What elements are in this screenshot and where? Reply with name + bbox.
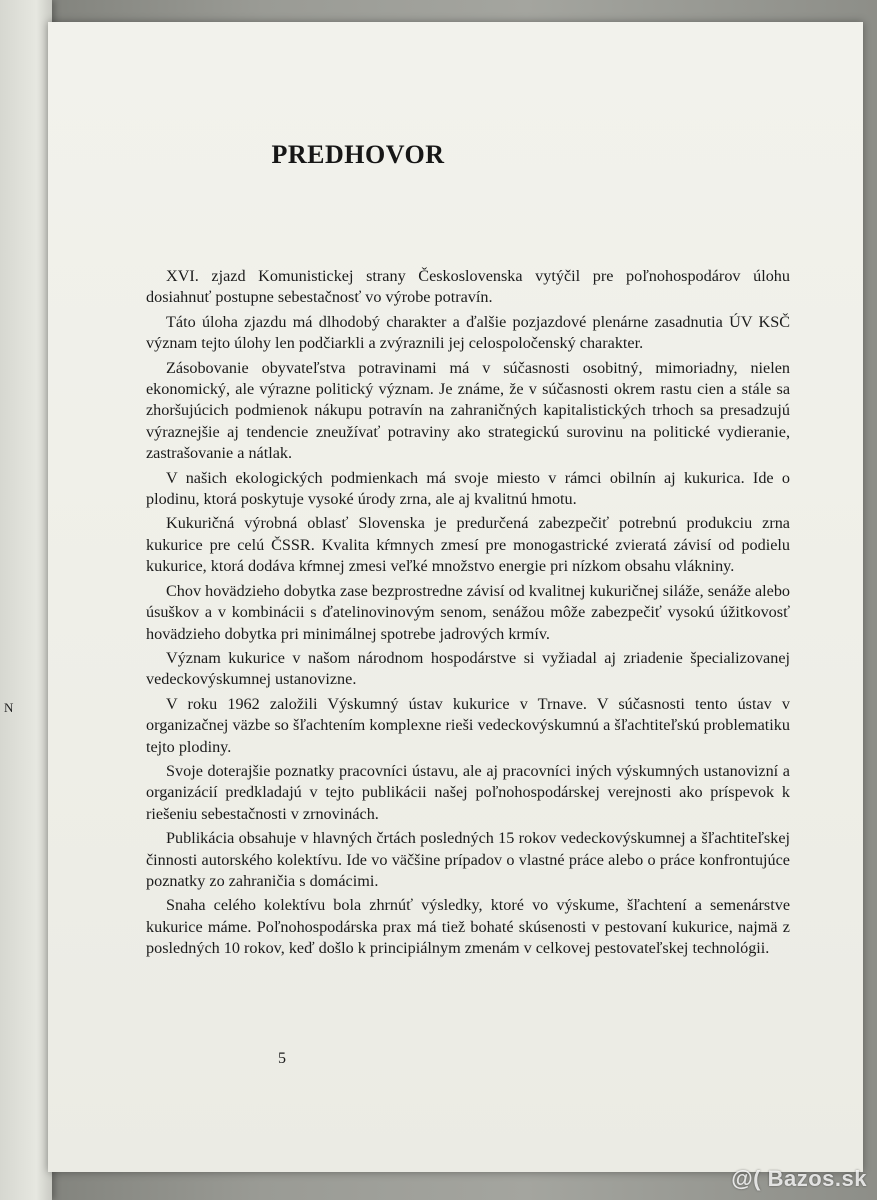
paragraph: Táto úloha zjazdu má dlhodobý charakter a ďalšie pozjazdové plenárne zasadnutia ÚV KSČ význam tejto úlohy len podčiarkli a zvýraznili jej celospoločenský charakter. (146, 312, 790, 353)
preface-body (146, 266, 790, 963)
page-title: PREDHOVOR (271, 140, 445, 169)
adjacent-page-edge (0, 0, 52, 1200)
adjacent-page-letter: N (4, 700, 14, 715)
paragraph: Zásobovanie obyvateľstva potravinami má v súčasnosti osobitný, mimoriadny, nielen ekonomický, ale výrazne politický význam. Je známe, že v súčasnosti okrem rastu cien a stále sa zhoršujúcich podmienok nákupu potravín na zahraničných kapitalistických trhoch sa presadzujú výraznejšie aj tendencie zneužívať potraviny ako strategickú surovinu na politické vydieranie, zastrašovanie a nátlak. (146, 358, 790, 463)
page-number: 5 (278, 1050, 286, 1067)
paragraph: XVI. zjazd Komunistickej strany Československa vytýčil pre poľnohospodárov úlohu dosiahnuť postupne sebestačnosť vo výrobe potravín. (146, 267, 790, 307)
site-watermark: @( Bazos.sk (731, 1166, 867, 1191)
paragraph: Svoje doterajšie poznatky pracovníci ústavu, ale aj pracovníci iných výskumných ustanovizní a organizácií predkladajú v tejto publikácii našej poľnohospodárskej verejnosti ako príspevok k riešeniu sebestačnosti v zrnovinách. (146, 761, 790, 823)
paragraph: V našich ekologických podmienkach má svoje miesto v rámci obilnín aj kukurica. Ide o plodinu, ktorá poskytuje vysoké úrody zrna, ale aj kvalitnú hmotu. (146, 468, 790, 509)
paragraph: Význam kukurice v našom národnom hospodárstve si vyžiadal aj zriadenie špecializovanej vedeckovýskumnej ustanovizne. (146, 648, 790, 689)
book-page (48, 22, 863, 1172)
paragraph: Snaha celého kolektívu bola zhrnúť výsledky, ktoré vo výskume, šľachtení a semenárstve kukurice máme. Poľnohospodárska prax má tiež bohaté skúsenosti v pestovaní kukurice, najmä z posledných 10 rokov, keď došlo k principiálnym zmenám v celkovej pestovateľskej technológii. (146, 896, 790, 958)
paragraph: Publikácia obsahuje v hlavných črtách posledných 15 rokov vedeckovýskumnej a šľachtiteľskej činnosti autorského kolektívu. Ide vo väčšine prípadov o vlastné práce alebo o práce konfrontujúce poznatky zo zahraničia s domácimi. (146, 829, 790, 890)
paragraph: Kukuričná výrobná oblasť Slovenska je predurčená zabezpečiť potrebnú produkciu zrna kukurice pre celú ČSSR. Kvalita kŕmnych zmesí pre monogastrické zvieratá závisí od podielu kukurice, ktorá dodáva kŕmnej zmesi veľké množstvo energie pri nízkom obsahu vlákniny. (146, 514, 790, 576)
paragraph: V roku 1962 založili Výskumný ústav kukurice v Trnave. V súčasnosti tento ústav v organizačnej väzbe so šľachtením komplexne rieši vedeckovýskumnú a šľachtiteľskú problematiku tejto plodiny. (146, 694, 790, 756)
paragraph: Chov hovädzieho dobytka zase bezprostredne závisí od kvalitnej kukuričnej siláže, senáže alebo úsuškov a v kombinácii s ďatelinovinovým senom, senážou môže zabezpečiť vysokú úžitkovosť hovädzieho dobytka pri minimálnej spotrebe jadrových krmív. (146, 581, 790, 643)
